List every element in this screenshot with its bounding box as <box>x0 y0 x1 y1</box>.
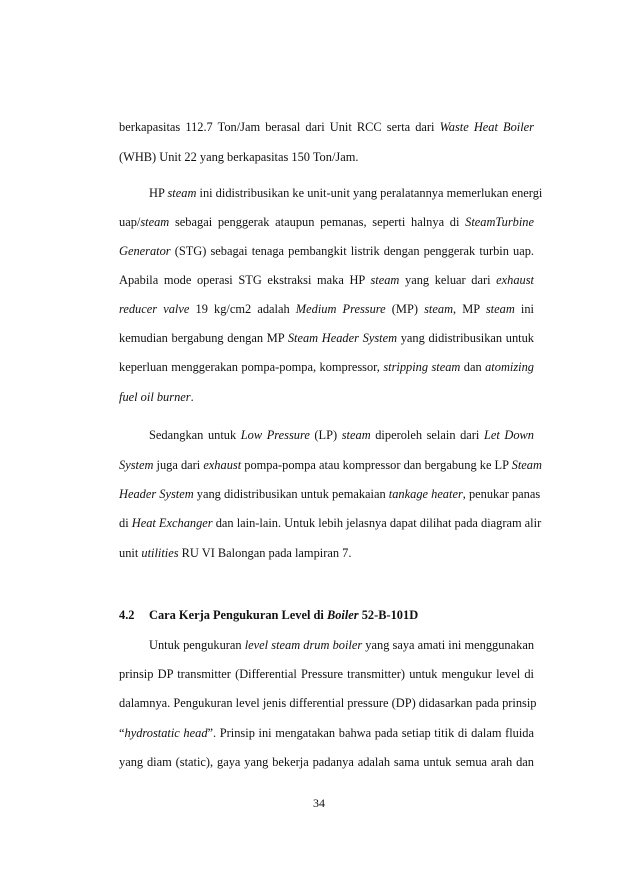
paragraph-first-line: HP steam ini didistribusikan ke unit-unit yang peralatannya memerlukan energi <box>149 186 543 200</box>
text-line: reducer valve 19 kg/cm2 adalah Medium Pressure (MP) steam, MP steam ini <box>119 302 534 316</box>
italic-term: Heat Exchanger <box>131 516 213 530</box>
text-line: fuel oil burner. <box>119 390 194 404</box>
italic-term: level steam drum boiler <box>244 638 363 652</box>
text-line: yang diam (static), gaya yang bekerja padanya adalah sama untuk semua arah dan <box>119 755 534 769</box>
text-line: keperluan menggerakan pompa-pompa, kompressor, stripping steam dan atomizing <box>119 360 534 374</box>
italic-term: Low Pressure <box>240 428 310 442</box>
section-heading <box>119 607 534 623</box>
italic-term: exhaust <box>496 273 534 287</box>
italic-term: stripping steam <box>383 360 461 374</box>
paragraph-first-line: Sedangkan untuk Low Pressure (LP) steam diperoleh selain dari Let Down <box>149 428 534 442</box>
italic-term: steam <box>140 215 170 229</box>
text-line: System juga dari exhaust pompa-pompa atau kompressor dan bergabung ke LP Steam <box>119 458 542 472</box>
paragraph-first-line: Untuk pengukuran level steam drum boiler yang saya amati ini menggunakan <box>149 638 535 652</box>
italic-term: steam <box>424 302 454 316</box>
text-line: di Heat Exchanger dan lain-lain. Untuk lebih jelasnya dapat dilihat pada diagram alir <box>119 516 542 530</box>
text-line: Header System yang didistribusikan untuk pemakaian tankage heater, penukar panas <box>119 487 541 501</box>
text-line: dalamnya. Pengukuran level jenis differential pressure (DP) didasarkan pada prinsip <box>119 696 537 710</box>
italic-term: hydrostatic head <box>124 726 208 740</box>
italic-term: utilities <box>141 546 179 560</box>
italic-term: Steam Header System <box>287 331 398 345</box>
section-number: 4.2 <box>119 608 135 622</box>
text-line: berkapasitas 112.7 Ton/Jam berasal dari Unit RCC serta dari Waste Heat Boiler <box>119 120 534 134</box>
text-line: Generator (STG) sebagai tenaga pembangkit listrik dengan penggerak turbin uap. <box>119 244 534 258</box>
italic-term: exhaust <box>203 458 242 472</box>
page-number: 34 <box>313 796 325 810</box>
text-line: (WHB) Unit 22 yang berkapasitas 150 Ton/Jam. <box>119 150 359 164</box>
italic-term: steam <box>485 302 515 316</box>
italic-term: Boiler <box>326 608 359 622</box>
text-line: uap/steam sebagai penggerak ataupun pemanas, seperti halnya di SteamTurbine <box>119 215 534 229</box>
italic-term: Medium Pressure <box>295 302 386 316</box>
text-line: kemudian bergabung dengan MP Steam Header System yang didistribusikan untuk <box>119 331 534 345</box>
section-title: Cara Kerja Pengukuran Level di Boiler 52-B-101D <box>149 608 419 622</box>
italic-term: System <box>119 458 154 472</box>
italic-term: atomizing <box>485 360 534 374</box>
text-line: prinsip DP transmitter (Differential Pressure transmitter) untuk mengukur level di <box>119 667 534 681</box>
italic-term: Steam <box>511 458 542 472</box>
italic-term: fuel oil burner <box>119 390 191 404</box>
italic-term: SteamTurbine <box>465 215 534 229</box>
italic-term: steam <box>341 428 371 442</box>
text-line: “hydrostatic head”. Prinsip ini mengatakan bahwa pada setiap titik di dalam fluida <box>119 726 534 740</box>
italic-term: tankage heater <box>388 487 463 501</box>
text-line: unit utilities RU VI Balongan pada lampiran 7. <box>119 546 352 560</box>
italic-term: Waste Heat Boiler <box>439 120 534 134</box>
italic-term: Generator <box>119 244 171 258</box>
italic-term: steam <box>167 186 197 200</box>
italic-term: Let Down <box>483 428 534 442</box>
italic-term: steam <box>370 273 400 287</box>
italic-term: reducer valve <box>119 302 190 316</box>
text-line: Apabila mode operasi STG ekstraksi maka HP steam yang keluar dari exhaust <box>119 273 534 287</box>
italic-term: Header System <box>119 487 194 501</box>
